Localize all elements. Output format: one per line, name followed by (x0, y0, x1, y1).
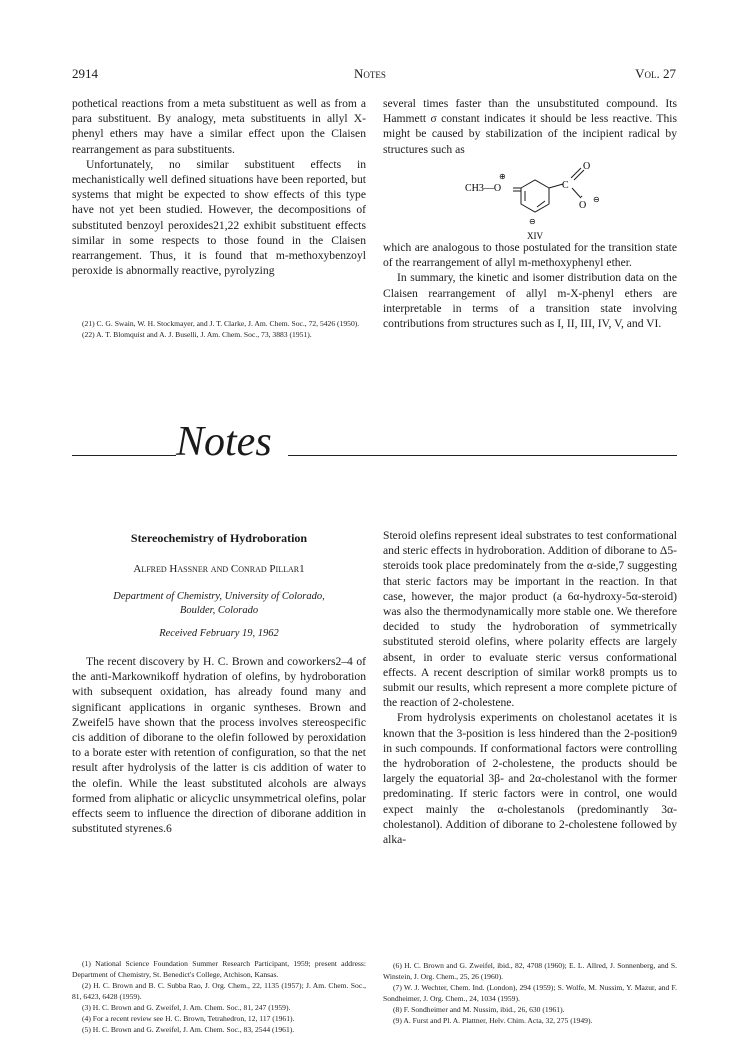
article-left-column (72, 654, 366, 836)
footnote: (21) C. G. Swain, W. H. Stockmayer, and J. T. Clarke, J. Am. Chem. Soc., 72, 5426 (1950). (82, 319, 360, 328)
article-right-column (383, 528, 677, 847)
carbon-label: C (562, 180, 569, 191)
paragraph: pothetical reactions from a meta substituent as well as from a para substituent. By analogy, meta substituents in allyl X-phenyl ethers may have a similar effect upon the Claisen rearrangement as para substituents. (72, 97, 366, 156)
footnote: (5) H. C. Brown and G. Zweifel, J. Am. Chem. Soc., 83, 2544 (1961). (82, 1025, 295, 1034)
chemical-structure (455, 160, 615, 240)
charge-label: ⊖ (593, 195, 600, 204)
footnote: (9) A. Furst and Pl. A. Plattner, Helv. Chim. Acta, 32, 275 (1949). (393, 1016, 593, 1025)
article-title: Stereochemistry of Hydroboration (130, 531, 308, 545)
received-date: Received February 19, 1962 (159, 628, 279, 639)
footnote: (22) A. T. Blomquist and A. J. Buselli, J. Am. Chem. Soc., 73, 3883 (1951). (82, 330, 312, 339)
volume-label: Vol. 27 (635, 66, 676, 81)
paragraph: which are analogous to those postulated for the transition state of the rearrangement of allyl m-methoxyphenyl ether. (383, 241, 677, 270)
section-rule (72, 455, 176, 456)
footnote: (8) F. Sondheimer and M. Nussim, ibid., 26, 630 (1961). (393, 1005, 565, 1014)
footnotes-left (72, 958, 366, 1035)
running-title: Notes (354, 66, 386, 81)
section-rule (288, 455, 677, 456)
paragraph: In summary, the kinetic and isomer distribution data on the Claisen rearrangement of allyl m-X-phenyl ethers are interpretable in terms of a transition state involving contributions from structures such as I, II, III, IV, V, and VI. (383, 271, 677, 331)
footnote: (6) H. C. Brown and G. Zweifel, ibid., 82, 4708 (1960); E. L. Allred, J. Sonnenberg, and S. Winstein, J. Org. Chem., 25, 26 (1960). (383, 961, 677, 981)
structure-label: XIV (527, 231, 543, 240)
top-left-footnotes (72, 318, 366, 340)
footnote: (7) W. J. Wechter, Chem. Ind. (London), 294 (1959); S. Wolfe, M. Nussim, Y. Mazur, and F. Sondheimer, J. Org. Chem., 24, 1034 (1959). (383, 983, 677, 1003)
affiliation (72, 590, 366, 618)
footnote: (3) H. C. Brown and G. Zweifel, J. Am. Chem. Soc., 81, 247 (1959). (82, 1003, 291, 1012)
oxygen-label: O (579, 200, 587, 211)
article-authors: Alfred Hassner and Conrad Pillar1 (133, 563, 305, 575)
paragraph: Steroid olefins represent ideal substrates to test conformational and steric effects in hydroboration. Addition of diborane to Δ5-steroids took place predominately from the α-side,7 suggesting that steric factors may be important in the reaction. In that case, however, the major product (a 6α-hydroxy-5α-steroid) was also the thermodynamically more stable one. We therefore decided to study the hydroboration of symmetrically substituted steroid olefins, where polarity effects are largely absent, in order to evaluate steric versus conformational effects. A recent description of similar work8 prompts us to submit our results, which represent a more complete picture of the reaction of 2-cholestene. (383, 529, 677, 710)
affiliation-line: Boulder, Colorado (179, 605, 259, 616)
section-title: Notes (176, 419, 272, 465)
footnote: (1) National Science Foundation Summer Research Participant, 1959; present address: Department of Chemistry, St. Benedict's College, Atchison, Kansas. (72, 959, 366, 979)
footnote: (2) H. C. Brown and B. C. Subba Rao, J. Org. Chem., 22, 1135 (1957); J. Am. Chem. Soc., 81, 6423, 6428 (1959). (72, 981, 366, 1001)
top-right-column (383, 96, 677, 157)
footnote: (4) For a recent review see H. C. Brown, Tetrahedron, 12, 117 (1961). (82, 1014, 295, 1023)
methoxy-label: CH3—O (465, 183, 502, 194)
affiliation-line: Department of Chemistry, University of Colorado, (113, 591, 325, 602)
paragraph: Unfortunately, no similar substituent effects in mechanistically well defined situations have been reported, but systems that might be expected to show effects of this type have not yet been studied. However, the decompositions of substituted benzoyl peroxides21,22 exhibit substituent effects similar in some respects to those found in the Claisen rearrangement. Thus, it is found that m-methoxybenzoyl peroxide is abnormally reactive, pyrolyzing (72, 157, 366, 278)
charge-label: ⊕ (499, 172, 506, 181)
top-right-column-continued (383, 240, 677, 331)
paragraph: several times faster than the unsubstituted compound. Its Hammett σ constant indicates it should be less reactive. This might be caused by stabilization of the incipient radical by structures such as (383, 97, 677, 156)
footnotes-right (383, 960, 677, 1026)
paragraph: The recent discovery by H. C. Brown and coworkers2–4 of the anti-Markownikoff hydration of olefins, by hydroboration with subsequent oxidation, has already found many and significant applications in organic syntheses. Brown and Zweifel5 have shown that the process involves stereospecific cis addition of diborane to the olefin followed by peroxidation to a borate ester with retention of configuration, so that the net result after hydrolysis of the latter is cis addition of water to the olefin. While the least substituted alcohols are always formed from aliphatic or alicyclic unsymmetrical olefins, polar effects seem to influence the direction of diborane addition in substituted styrenes.6 (72, 655, 366, 836)
oxygen-label: O (583, 161, 591, 172)
page-number: 2914 (72, 66, 98, 81)
charge-label: ⊖ (529, 217, 536, 226)
top-left-column (72, 96, 366, 278)
radical-dot: · (580, 192, 584, 203)
paragraph: From hydrolysis experiments on cholestanol acetates it is known that the 3-position is less hindered than the 2-position9 in such compounds. If conformational factors were controlling the hydroboration of 2-cholestene, the products should be largely the equatorial 3β- and 2α-cholestanol with the former predominating. If steric factors were in control, one would expect mainly the α-cholestanols (predominantly 3α-cholestanol). Addition of diborane to 2-cholestene followed by alka- (383, 711, 677, 847)
